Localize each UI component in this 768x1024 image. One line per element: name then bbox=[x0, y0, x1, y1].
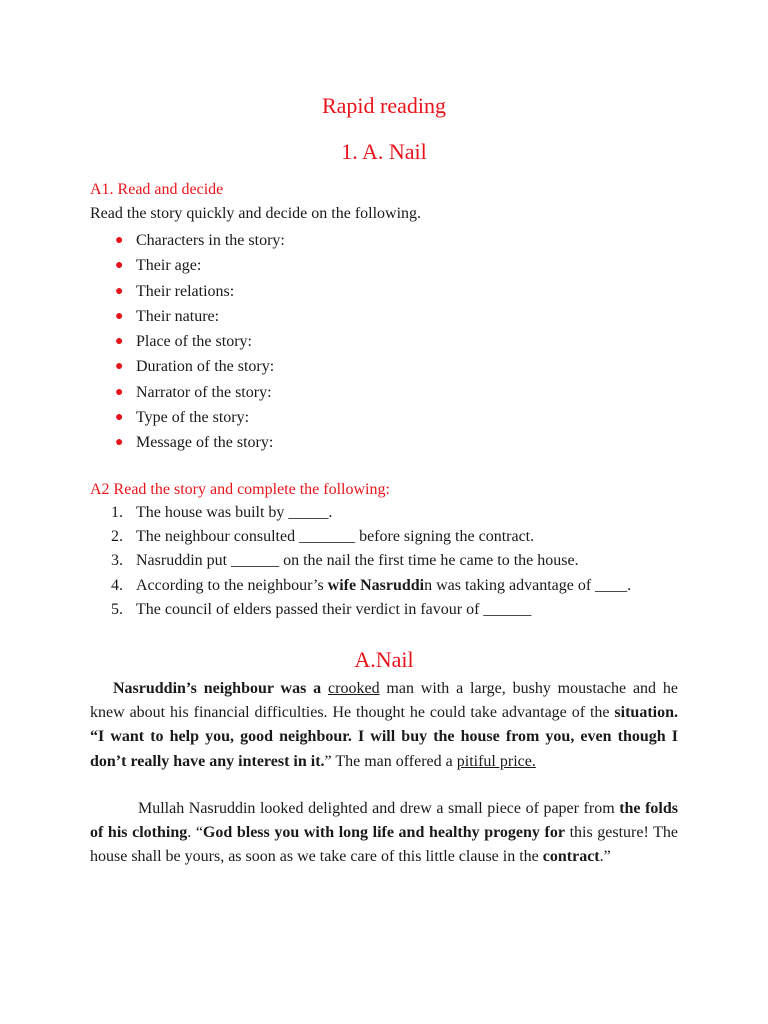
list-item-text: The house was built by _____. bbox=[136, 504, 333, 521]
item-number: 1. bbox=[111, 504, 123, 521]
list-item-text: Nasruddin put ______ on the nail the first time he came to the house. bbox=[136, 552, 579, 570]
list-item-text-start: According to the neighbour’s bbox=[136, 576, 328, 594]
list-item bbox=[0, 253, 285, 278]
story-text-bold: God bless you with long life and healthy progeny for bbox=[202, 824, 565, 842]
bullet-icon: ● bbox=[115, 233, 124, 248]
list-item bbox=[0, 279, 285, 304]
item-number: 2. bbox=[111, 528, 123, 546]
list-item bbox=[0, 574, 631, 598]
bullet-icon: ● bbox=[115, 283, 124, 299]
list-item-text: Duration of the story: bbox=[136, 358, 275, 376]
list-item bbox=[0, 405, 285, 430]
section-a1-heading: A1. Read and decide bbox=[90, 181, 224, 198]
section-a1-list bbox=[0, 228, 285, 456]
item-number: 3. bbox=[111, 552, 123, 570]
section-a1-instruction: Read the story quickly and decide on the following. bbox=[90, 205, 422, 222]
story-text: .” bbox=[599, 848, 611, 866]
list-item-text: Message of the story: bbox=[136, 434, 274, 452]
list-item bbox=[0, 329, 285, 354]
story-text-bold: the folds of his clothing bbox=[90, 800, 678, 842]
story-text-underlined: pitiful price. bbox=[456, 752, 536, 770]
story-text: ” The man offered a bbox=[324, 752, 457, 770]
story-text: this gesture! The house shall be yours, as soon as we take care of this little clause in the bbox=[90, 824, 679, 866]
story-text-bold: situation. “I want to help you, good neighbour. I will buy the house from you, even though I don’t really have any interest in it. bbox=[90, 704, 678, 770]
list-item-text: Type of the story: bbox=[136, 409, 250, 427]
item-number: 4. bbox=[111, 576, 123, 594]
list-item-text-bold: wife Nasruddi bbox=[327, 576, 425, 594]
list-item-text: The neighbour consulted _______ before signing the contract. bbox=[136, 528, 535, 546]
story-text-bold: Nasruddin’s neighbour was a bbox=[113, 680, 322, 697]
section-a2-heading: A2 Read the story and complete the following: bbox=[90, 481, 390, 498]
story-paragraph-1 bbox=[90, 677, 678, 774]
list-item-text: Their relations: bbox=[136, 282, 235, 300]
list-item-text-end: n was taking advantage of ____. bbox=[424, 576, 632, 594]
bullet-icon: ● bbox=[115, 384, 124, 400]
list-item-text: Their age: bbox=[136, 257, 202, 275]
story-body-continued bbox=[90, 797, 678, 870]
bullet-icon: ● bbox=[115, 258, 124, 274]
story-text-bold: contract bbox=[542, 848, 600, 866]
list-item-text: Their nature: bbox=[136, 307, 220, 325]
list-item bbox=[0, 430, 285, 455]
list-item-text: Narrator of the story: bbox=[136, 383, 272, 401]
story-text: Mullah Nasruddin looked delighted and drew a small piece of paper from bbox=[138, 800, 620, 817]
list-item bbox=[0, 598, 631, 622]
story-text-underlined: crooked bbox=[328, 680, 380, 697]
list-item bbox=[0, 549, 631, 573]
list-item bbox=[0, 228, 285, 253]
list-item-text: The council of elders passed their verdict in favour of ______ bbox=[136, 600, 532, 618]
item-number: 5. bbox=[111, 600, 123, 618]
story-text: . “ bbox=[187, 824, 203, 842]
lesson-title: 1. A. Nail bbox=[341, 139, 427, 164]
list-item bbox=[0, 525, 631, 549]
bullet-icon: ● bbox=[115, 308, 124, 324]
list-item bbox=[0, 304, 285, 329]
list-item bbox=[0, 354, 285, 379]
page-title: Rapid reading bbox=[321, 93, 447, 118]
list-item-text: Place of the story: bbox=[136, 333, 252, 351]
bullet-icon: ● bbox=[115, 334, 124, 350]
story-paragraph-2 bbox=[90, 797, 678, 870]
bullet-icon: ● bbox=[115, 359, 124, 375]
story-text bbox=[321, 680, 328, 697]
section-a2-list bbox=[0, 501, 631, 622]
story-title: A.Nail bbox=[354, 647, 414, 672]
list-item bbox=[0, 501, 631, 525]
list-item-text: Characters in the story: bbox=[136, 232, 285, 249]
bullet-icon: ● bbox=[115, 410, 124, 426]
story-text: man with a large, bushy moustache and he knew about his financial difficulties. He thought he could take advantage of the bbox=[90, 680, 678, 722]
list-item bbox=[0, 380, 285, 405]
story-body bbox=[90, 677, 678, 774]
bullet-icon: ● bbox=[115, 435, 124, 451]
